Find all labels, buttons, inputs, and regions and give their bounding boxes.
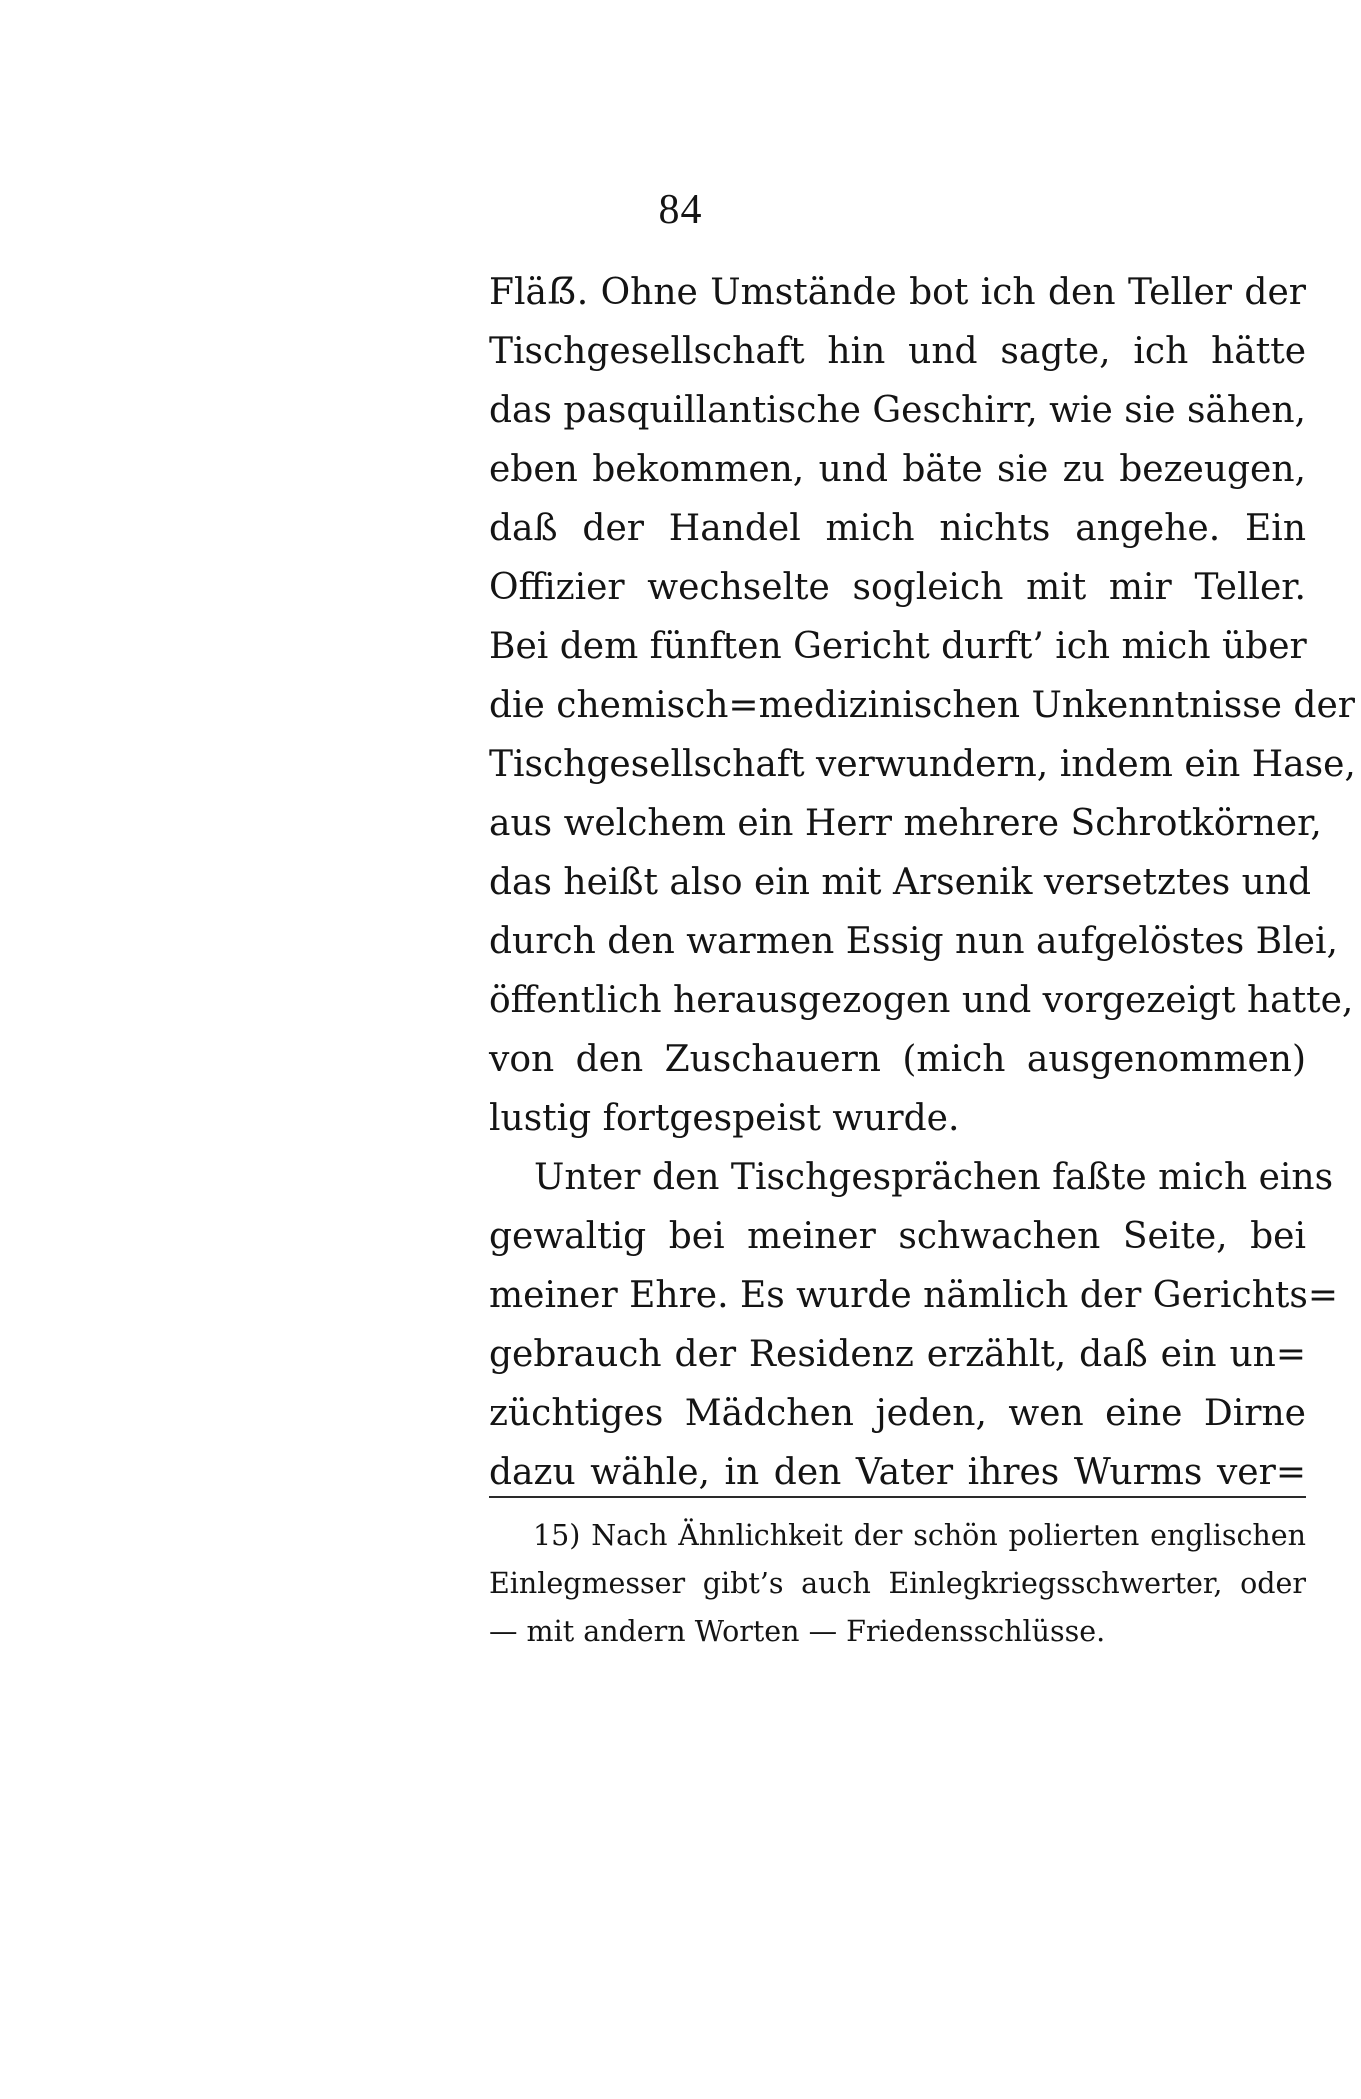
footnote-divider [489, 1496, 1306, 1498]
footnote [489, 1512, 1306, 1656]
footnote-line: — mit andern Worten — Friedensschlüsse. [489, 1615, 1106, 1648]
text-line: durch den warmen Essig nun aufgelöstes Blei, [489, 921, 1338, 962]
text-line: gebrauch der Residenz erzählt, daß ein un= [489, 1334, 1306, 1375]
text-line: lustig fortgespeist wurde. [489, 1098, 960, 1139]
footnote-line: Einlegmesser gibt’s auch Einlegkriegsschwerter, oder [489, 1567, 1306, 1600]
text-line: das heißt also ein mit Arsenik versetztes und [489, 862, 1312, 903]
text-line: züchtiges Mädchen jeden, wen eine Dirne [489, 1393, 1306, 1434]
text-line: meiner Ehre. Es wurde nämlich der Gerichts= [489, 1275, 1339, 1316]
page-number: 84 [658, 187, 703, 233]
text-line: daß der Handel mich nichts angehe. Ein [489, 508, 1306, 549]
text-line: das pasquillantische Geschirr, wie sie sähen, [489, 390, 1306, 431]
text-line: eben bekommen, und bäte sie zu bezeugen, [489, 449, 1306, 490]
text-line: öffentlich herausgezogen und vorgezeigt hatte, [489, 980, 1354, 1021]
text-line: aus welchem ein Herr mehrere Schrotkörner, [489, 803, 1322, 844]
text-line: die chemisch=medizinischen Unkenntnisse der [489, 685, 1355, 726]
text-line: Offizier wechselte sogleich mit mir Teller. [489, 567, 1306, 608]
text-line: gewaltig bei meiner schwachen Seite, bei [489, 1216, 1306, 1257]
text-line: Unter den Tischgesprächen faßte mich eins [534, 1157, 1334, 1198]
text-line: Tischgesellschaft verwundern, indem ein Hase, [489, 744, 1356, 785]
footnote-line: 15) Nach Ähnlichkeit der schön polierten englischen [533, 1519, 1306, 1552]
text-line: dazu wähle, in den Vater ihres Wurms ver= [489, 1452, 1306, 1493]
paragraph-2 [489, 1148, 1339, 1502]
paragraph-1 [489, 263, 1356, 1148]
text-line: Bei dem fünften Gericht durft’ ich mich über [489, 626, 1307, 667]
body-text [489, 263, 1356, 1502]
text-line: von den Zuschauern (mich ausgenommen) [489, 1039, 1306, 1080]
text-line: Tischgesellschaft hin und sagte, ich hätte [489, 331, 1306, 372]
text-line: Fläẞ. Ohne Umstände bot ich den Teller der [489, 272, 1306, 313]
